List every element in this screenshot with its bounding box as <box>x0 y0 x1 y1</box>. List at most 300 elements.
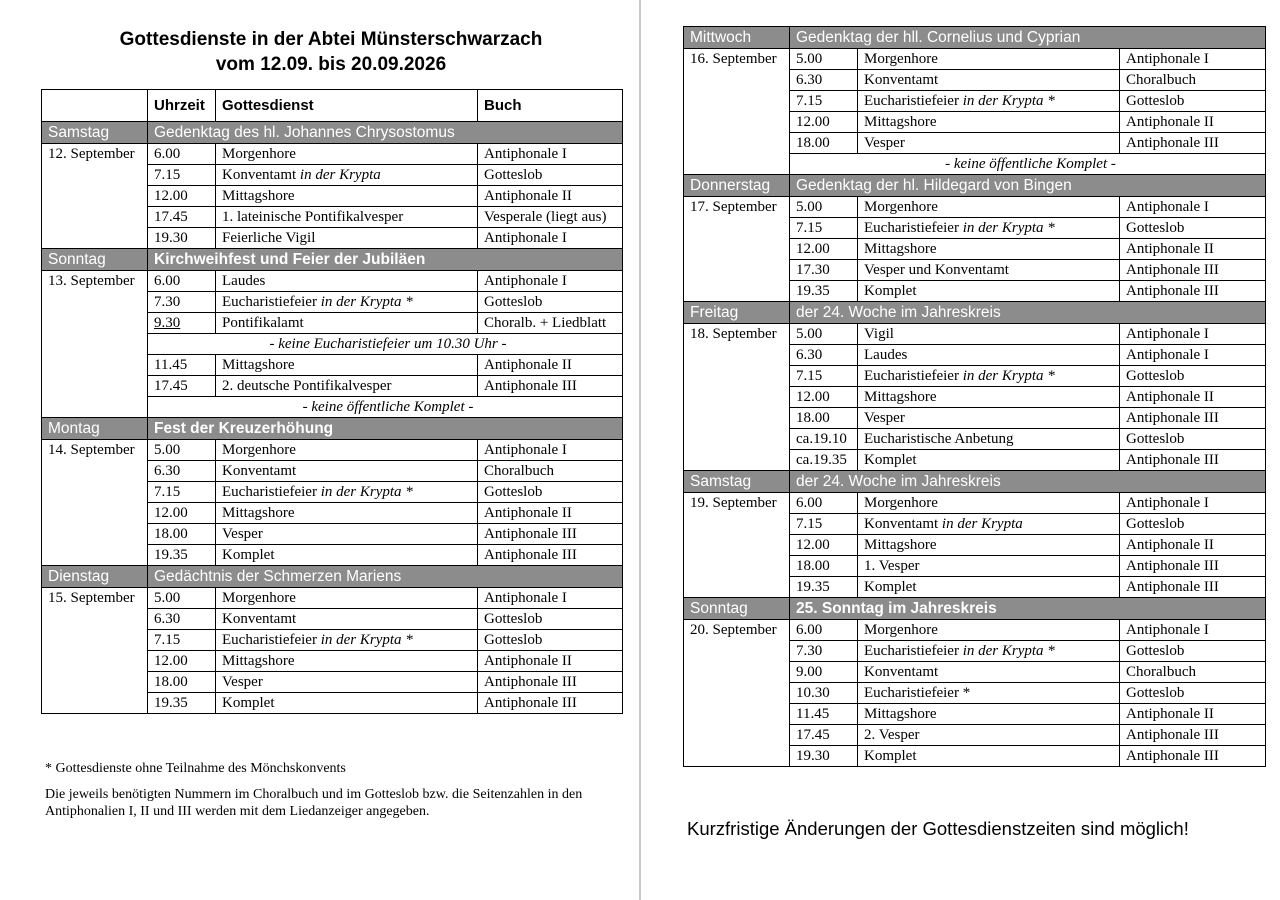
service-name <box>216 651 478 672</box>
footnote-books: Die jeweils benötigten Nummern im Choralbuch und im Gotteslob bzw. die Seitenzahlen in den Antiphonalien I, II und III werden mit dem Liedanzeiger angegeben. <box>45 787 583 819</box>
service-name <box>858 450 1120 471</box>
service-time <box>148 440 216 461</box>
day-section-header <box>42 566 623 588</box>
time-text: 12.00 <box>796 389 830 405</box>
time-text: 10.30 <box>796 685 830 701</box>
time-text: 12.00 <box>796 537 830 553</box>
service-time <box>148 461 216 482</box>
service-book: Antiphonale III <box>1120 133 1266 154</box>
service-time <box>148 588 216 609</box>
service-name <box>858 620 1120 641</box>
service-location: in der Krypta * <box>962 93 1055 109</box>
day-date: 14. September <box>42 440 148 566</box>
service-book: Antiphonale I <box>1120 49 1266 70</box>
time-text: 11.45 <box>796 706 830 722</box>
service-book: Antiphonale II <box>1120 535 1266 556</box>
service-name <box>216 376 478 397</box>
time-text: 7.30 <box>154 294 181 310</box>
service-book: Antiphonale III <box>1120 725 1266 746</box>
time-text: ca.19.10 <box>796 431 847 447</box>
service-time <box>790 49 858 70</box>
service-text: Vesper <box>222 526 263 542</box>
time-text: 18.00 <box>796 558 830 574</box>
time-text: 12.00 <box>796 241 830 257</box>
service-book: Gotteslob <box>1120 218 1266 239</box>
time-text: 18.00 <box>796 135 830 151</box>
service-location: in der Krypta <box>299 167 381 183</box>
service-time <box>148 503 216 524</box>
time-text: 7.15 <box>154 484 181 500</box>
service-text: Eucharistiefeier <box>222 294 321 310</box>
weekday-label: Samstag <box>42 122 148 144</box>
time-text: 7.15 <box>796 93 823 109</box>
service-book: Antiphonale I <box>478 228 623 249</box>
service-name <box>216 165 478 186</box>
service-time <box>790 218 858 239</box>
service-name <box>216 228 478 249</box>
service-name <box>216 609 478 630</box>
service-name <box>216 355 478 376</box>
day-section-header <box>684 302 1266 324</box>
service-name <box>858 641 1120 662</box>
service-name <box>858 218 1120 239</box>
service-book: Antiphonale III <box>1120 260 1266 281</box>
service-text: Konventamt <box>222 611 297 627</box>
service-note: - keine Eucharistiefeier um 10.30 Uhr - <box>148 334 623 355</box>
time-text: 5.00 <box>154 590 181 606</box>
time-text: 6.00 <box>154 273 181 289</box>
service-text: Vesper <box>222 674 263 690</box>
service-time <box>790 345 858 366</box>
service-book: Choralbuch <box>1120 70 1266 91</box>
service-text: Mittagshore <box>864 706 937 722</box>
service-time <box>790 429 858 450</box>
day-section-header <box>42 122 623 144</box>
service-book: Antiphonale II <box>478 503 623 524</box>
day-date: 12. September <box>42 144 148 249</box>
service-book: Antiphonale II <box>1120 239 1266 260</box>
service-book: Vesperale (liegt aus) <box>478 207 623 228</box>
service-name <box>858 345 1120 366</box>
service-book: Gotteslob <box>1120 514 1266 535</box>
time-text: 18.00 <box>796 410 830 426</box>
service-text: Eucharistiefeier <box>222 632 321 648</box>
page-divider <box>639 0 641 900</box>
service-book: Antiphonale I <box>1120 620 1266 641</box>
day-section-header <box>684 175 1266 197</box>
service-row <box>42 440 623 461</box>
service-row <box>684 620 1266 641</box>
service-book: Antiphonale III <box>478 672 623 693</box>
time-text: 12.00 <box>154 653 188 669</box>
day-date: 18. September <box>684 324 790 471</box>
service-time <box>148 630 216 651</box>
service-time <box>790 725 858 746</box>
service-time <box>148 313 216 334</box>
service-location: in der Krypta * <box>320 484 413 500</box>
service-text: Konventamt <box>222 463 297 479</box>
day-date: 13. September <box>42 271 148 418</box>
service-text: Morgenhore <box>864 622 938 638</box>
service-text: Eucharistiefeier <box>864 643 963 659</box>
service-text: Laudes <box>864 347 908 363</box>
time-text: 6.30 <box>796 72 823 88</box>
service-book: Antiphonale I <box>1120 345 1266 366</box>
time-text: 9.00 <box>796 664 823 680</box>
service-text: Feierliche Vigil <box>222 230 316 246</box>
time-text: 6.00 <box>796 495 823 511</box>
service-book: Antiphonale I <box>1120 324 1266 345</box>
service-text: Vigil <box>864 326 894 342</box>
service-time <box>148 651 216 672</box>
service-text: Eucharistiefeier <box>864 93 963 109</box>
service-text: Komplet <box>222 695 275 711</box>
service-name <box>858 133 1120 154</box>
header-service: Gottesdienst <box>216 90 478 122</box>
service-book: Antiphonale II <box>1120 387 1266 408</box>
weekday-label: Sonntag <box>42 249 148 271</box>
service-time <box>790 133 858 154</box>
service-name <box>216 630 478 651</box>
service-book: Antiphonale II <box>478 355 623 376</box>
service-book: Antiphonale III <box>478 693 623 714</box>
feast-label: Gedächtnis der Schmerzen Mariens <box>148 566 623 588</box>
footnote-asterisk: * Gottesdienste ohne Teilnahme des Mönchskonvents <box>45 761 346 776</box>
day-date: 16. September <box>684 49 790 175</box>
service-time <box>148 292 216 313</box>
feast-label: Gedenktag der hl. Hildegard von Bingen <box>790 175 1266 197</box>
service-time <box>790 577 858 598</box>
service-name <box>858 725 1120 746</box>
service-text: Mittagshore <box>222 505 295 521</box>
time-text: 17.45 <box>154 378 188 394</box>
service-text: Mittagshore <box>222 653 295 669</box>
service-text: Morgenhore <box>222 442 296 458</box>
weekday-label: Samstag <box>684 471 790 493</box>
service-book: Gotteslob <box>1120 91 1266 112</box>
service-text: Komplet <box>864 283 917 299</box>
service-time <box>148 355 216 376</box>
service-book: Antiphonale III <box>1120 746 1266 767</box>
service-name <box>858 112 1120 133</box>
service-book: Choralbuch <box>1120 662 1266 683</box>
service-text: Morgenhore <box>864 199 938 215</box>
time-text: 19.30 <box>154 230 188 246</box>
time-text: ca.19.35 <box>796 452 847 468</box>
service-time <box>790 408 858 429</box>
service-book: Gotteslob <box>1120 641 1266 662</box>
time-text: 12.00 <box>154 505 188 521</box>
service-name <box>858 366 1120 387</box>
service-name <box>216 545 478 566</box>
service-book: Antiphonale I <box>1120 493 1266 514</box>
service-row <box>684 197 1266 218</box>
service-row <box>42 588 623 609</box>
service-name <box>216 693 478 714</box>
service-time <box>148 271 216 292</box>
feast-label: der 24. Woche im Jahreskreis <box>790 471 1266 493</box>
service-text: Vesper <box>864 135 905 151</box>
service-text: Vesper <box>864 410 905 426</box>
service-text: Mittagshore <box>222 357 295 373</box>
service-name <box>216 461 478 482</box>
service-time <box>148 228 216 249</box>
service-time <box>148 609 216 630</box>
service-text: Komplet <box>864 452 917 468</box>
service-book: Gotteslob <box>1120 683 1266 704</box>
service-name <box>858 577 1120 598</box>
service-time <box>790 683 858 704</box>
day-date: 20. September <box>684 620 790 767</box>
service-name <box>858 281 1120 302</box>
service-book: Gotteslob <box>478 609 623 630</box>
service-text: Komplet <box>222 547 275 563</box>
day-section-header <box>684 27 1266 49</box>
feast-label: Gedenktag der hll. Cornelius und Cyprian <box>790 27 1266 49</box>
weekday-label: Sonntag <box>684 598 790 620</box>
service-book: Antiphonale III <box>478 545 623 566</box>
time-text: 6.00 <box>154 146 181 162</box>
service-time <box>790 514 858 535</box>
service-time <box>790 556 858 577</box>
service-time <box>790 281 858 302</box>
service-name <box>216 524 478 545</box>
time-text: 12.00 <box>154 188 188 204</box>
time-text: 7.15 <box>796 516 823 532</box>
service-name <box>216 440 478 461</box>
service-name <box>858 514 1120 535</box>
service-name <box>858 324 1120 345</box>
service-book: Antiphonale III <box>1120 408 1266 429</box>
service-name <box>216 207 478 228</box>
feast-label: 25. Sonntag im Jahreskreis <box>790 598 1266 620</box>
service-location: in der Krypta * <box>962 368 1055 384</box>
service-text: Konventamt <box>864 72 939 88</box>
service-name <box>858 91 1120 112</box>
time-text: 19.35 <box>796 283 830 299</box>
service-time <box>148 672 216 693</box>
time-text: 7.15 <box>154 167 181 183</box>
service-location: in der Krypta * <box>962 643 1055 659</box>
service-time <box>148 207 216 228</box>
service-name <box>216 482 478 503</box>
service-time <box>148 482 216 503</box>
service-text: 1. Vesper <box>864 558 920 574</box>
service-name <box>858 493 1120 514</box>
service-text: Konventamt <box>222 167 300 183</box>
service-time <box>790 197 858 218</box>
service-name <box>216 313 478 334</box>
service-name <box>216 292 478 313</box>
service-text: Konventamt <box>864 664 939 680</box>
service-text: Eucharistiefeier <box>864 368 963 384</box>
service-text: Eucharistiefeier <box>864 220 963 236</box>
day-date: 19. September <box>684 493 790 598</box>
service-book: Gotteslob <box>478 482 623 503</box>
time-text: 6.00 <box>796 622 823 638</box>
service-book: Gotteslob <box>1120 429 1266 450</box>
service-name <box>858 260 1120 281</box>
service-time <box>790 70 858 91</box>
service-time <box>790 239 858 260</box>
service-time <box>790 112 858 133</box>
service-book: Antiphonale III <box>1120 450 1266 471</box>
service-book: Antiphonale II <box>1120 704 1266 725</box>
service-time <box>790 450 858 471</box>
service-text: 1. lateinische Pontifikalvesper <box>222 209 404 225</box>
service-row <box>684 493 1266 514</box>
time-text: 5.00 <box>796 326 823 342</box>
service-book: Antiphonale I <box>478 588 623 609</box>
day-section-header <box>42 418 623 440</box>
schedule-table-right <box>683 26 1266 767</box>
service-text: Eucharistiefeier * <box>864 685 971 701</box>
service-location: in der Krypta <box>941 516 1023 532</box>
table-header-row <box>42 90 623 122</box>
time-text: 5.00 <box>796 51 823 67</box>
header-day <box>42 90 148 122</box>
service-book: Gotteslob <box>1120 366 1266 387</box>
service-text: Mittagshore <box>864 114 937 130</box>
title-line-1: Gottesdienste in der Abtei Münsterschwarzach <box>119 29 543 50</box>
service-time <box>148 524 216 545</box>
weekday-label: Mittwoch <box>684 27 790 49</box>
feast-label: Gedenktag des hl. Johannes Chrysostomus <box>148 122 623 144</box>
header-time: Uhrzeit <box>148 90 216 122</box>
weekday-label: Freitag <box>684 302 790 324</box>
service-name <box>858 746 1120 767</box>
service-book: Antiphonale III <box>1120 577 1266 598</box>
service-time <box>148 165 216 186</box>
service-time <box>148 545 216 566</box>
service-book: Gotteslob <box>478 165 623 186</box>
service-row <box>42 271 623 292</box>
service-name <box>216 503 478 524</box>
service-time <box>790 704 858 725</box>
service-text: Eucharistische Anbetung <box>864 431 1014 447</box>
day-section-header <box>42 249 623 271</box>
service-time <box>790 324 858 345</box>
service-book: Antiphonale II <box>1120 112 1266 133</box>
service-text: Komplet <box>864 748 917 764</box>
service-book: Antiphonale II <box>478 651 623 672</box>
service-name <box>858 49 1120 70</box>
day-date: 17. September <box>684 197 790 302</box>
service-name <box>858 429 1120 450</box>
service-time <box>148 693 216 714</box>
time-text: 7.30 <box>796 643 823 659</box>
service-book: Antiphonale III <box>478 376 623 397</box>
service-time <box>790 641 858 662</box>
feast-label: Kirchweihfest und Feier der Jubiläen <box>148 249 623 271</box>
time-text: 17.45 <box>796 727 830 743</box>
time-text: 7.15 <box>796 220 823 236</box>
service-book: Antiphonale I <box>478 271 623 292</box>
header-book: Buch <box>478 90 623 122</box>
time-text: 18.00 <box>154 526 188 542</box>
schedule-table-left <box>41 89 623 714</box>
service-book: Gotteslob <box>478 292 623 313</box>
service-text: Morgenhore <box>222 590 296 606</box>
service-location: in der Krypta * <box>320 294 413 310</box>
service-name <box>858 535 1120 556</box>
service-text: 2. Vesper <box>864 727 920 743</box>
service-location: in der Krypta * <box>320 632 413 648</box>
day-date: 15. September <box>42 588 148 714</box>
service-text: Konventamt <box>864 516 942 532</box>
time-text: 7.15 <box>154 632 181 648</box>
service-book: Antiphonale I <box>1120 197 1266 218</box>
service-row <box>684 324 1266 345</box>
service-name <box>216 672 478 693</box>
service-time <box>148 144 216 165</box>
time-text: 12.00 <box>796 114 830 130</box>
time-text: 9.30 <box>154 315 181 331</box>
weekday-label: Montag <box>42 418 148 440</box>
service-text: Mittagshore <box>864 241 937 257</box>
change-notice: Kurzfristige Änderungen der Gottesdienstzeiten sind möglich! <box>687 818 1189 839</box>
service-text: Pontifikalamt <box>222 315 304 331</box>
service-name <box>858 662 1120 683</box>
service-book: Antiphonale II <box>478 186 623 207</box>
weekday-label: Dienstag <box>42 566 148 588</box>
service-time <box>790 620 858 641</box>
time-text: 6.30 <box>796 347 823 363</box>
service-name <box>858 239 1120 260</box>
service-name <box>216 588 478 609</box>
time-text: 5.00 <box>154 442 181 458</box>
service-book: Gotteslob <box>478 630 623 651</box>
service-time <box>790 366 858 387</box>
service-name <box>858 70 1120 91</box>
service-time <box>790 91 858 112</box>
feast-label: der 24. Woche im Jahreskreis <box>790 302 1266 324</box>
service-book: Choralbuch <box>478 461 623 482</box>
service-name <box>858 556 1120 577</box>
service-time <box>148 376 216 397</box>
time-text: 19.30 <box>796 748 830 764</box>
service-text: Komplet <box>864 579 917 595</box>
day-section-header <box>684 471 1266 493</box>
service-time <box>790 662 858 683</box>
service-name <box>858 683 1120 704</box>
service-time <box>790 387 858 408</box>
time-text: 11.45 <box>154 357 188 373</box>
title-line-2: vom 12.09. bis 20.09.2026 <box>215 54 447 75</box>
service-note: - keine öffentliche Komplet - <box>148 397 623 418</box>
service-text: Mittagshore <box>864 537 937 553</box>
feast-label: Fest der Kreuzerhöhung <box>148 418 623 440</box>
service-name <box>216 144 478 165</box>
service-text: 2. deutsche Pontifikalvesper <box>222 378 392 394</box>
time-text: 19.35 <box>154 547 188 563</box>
day-section-header <box>684 598 1266 620</box>
service-note: - keine öffentliche Komplet - <box>790 154 1266 175</box>
time-text: 6.30 <box>154 463 181 479</box>
service-text: Laudes <box>222 273 266 289</box>
service-time <box>790 493 858 514</box>
service-location: in der Krypta * <box>962 220 1055 236</box>
page-title <box>40 27 622 77</box>
service-text: Morgenhore <box>864 51 938 67</box>
service-row <box>42 144 623 165</box>
service-text: Eucharistiefeier <box>222 484 321 500</box>
service-time <box>790 746 858 767</box>
time-text: 18.00 <box>154 674 188 690</box>
weekday-label: Donnerstag <box>684 175 790 197</box>
service-text: Morgenhore <box>222 146 296 162</box>
service-book: Antiphonale I <box>478 440 623 461</box>
